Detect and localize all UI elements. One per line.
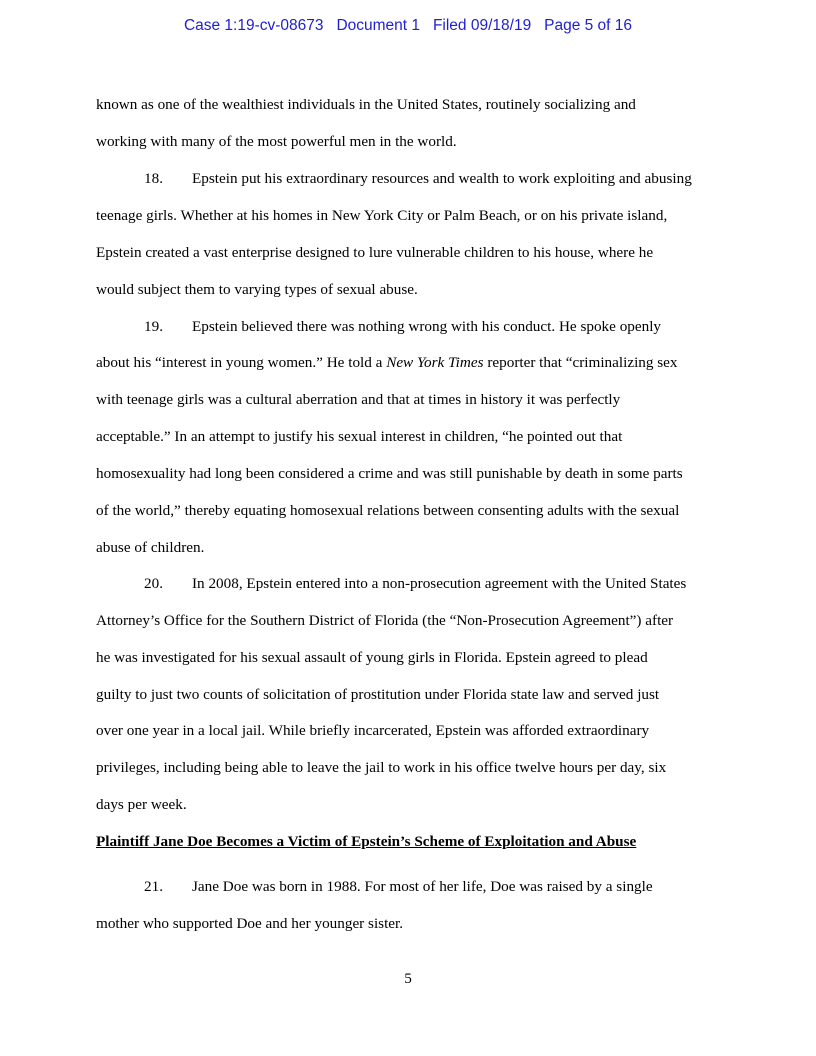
text-span: reporter that “criminalizing sex [483,354,678,371]
text-line: days per week. [96,796,187,813]
text-line [96,353,678,373]
page-number: 5 [404,970,412,987]
text-span: Epstein put his extraordinary resources and wealth to work exploiting and abusing [192,170,692,187]
text-line: mother who supported Doe and her younger sister. [96,915,404,932]
section-heading: Plaintiff Jane Doe Becomes a Victim of Epstein’s Scheme of Exploitation and Abuse [96,833,637,850]
paragraph-number: 20. [144,575,163,592]
text-line: teenage girls. Whether at his homes in New York City or Palm Beach, or on his private island, [96,207,668,224]
paragraph-19-line [144,317,661,337]
text-line: privileges, including being able to leave the jail to work in his office twelve hours per day, six [96,759,667,776]
paragraph-number: 21. [144,878,163,895]
text-line: over one year in a local jail. While briefly incarcerated, Epstein was afforded extraordinary [96,722,650,739]
text-line: he was investigated for his sexual assault of young girls in Florida. Epstein agreed to plead [96,649,648,666]
paragraph-number: 18. [144,170,163,187]
paragraph-number: 19. [144,318,163,335]
publication-title: New York Times [386,354,484,371]
text-line: with teenage girls was a cultural aberration and that at times in history it was perfectly [96,391,621,408]
text-line: abuse of children. [96,539,205,556]
text-line: Epstein created a vast enterprise designed to lure vulnerable children to his house, where he [96,244,654,261]
paragraph-21-line [144,877,653,897]
text-line: Attorney’s Office for the Southern District of Florida (the “Non-Prosecution Agreement”) after [96,612,674,629]
text-line: working with many of the most powerful men in the world. [96,133,457,150]
text-line: homosexuality had long been considered a crime and was still punishable by death in some parts [96,465,683,482]
page-of-total: Page 5 of 16 [544,17,633,34]
text-span: Jane Doe was born in 1988. For most of her life, Doe was raised by a single [192,878,653,895]
text-line: guilty to just two counts of solicitation of prostitution under Florida state law and served just [96,686,660,703]
text-line: acceptable.” In an attempt to justify his sexual interest in children, “he pointed out that [96,428,623,445]
text-span: about his “interest in young women.” He told a [96,354,387,371]
filed-date: Filed 09/18/19 [432,17,532,34]
text-line: of the world,” thereby equating homosexual relations between consenting adults with the sexual [96,502,680,519]
document-number: Document 1 [336,17,421,34]
text-line: known as one of the wealthiest individuals in the United States, routinely socializing and [96,96,636,113]
text-span: In 2008, Epstein entered into a non-prosecution agreement with the United States [192,575,687,592]
paragraph-18-line [144,169,692,189]
text-span: Epstein believed there was nothing wrong with his conduct. He spoke openly [192,318,662,335]
text-line: would subject them to varying types of sexual abuse. [96,281,418,298]
case-number: Case 1:19-cv-08673 [183,17,324,34]
paragraph-20-line [144,574,686,594]
